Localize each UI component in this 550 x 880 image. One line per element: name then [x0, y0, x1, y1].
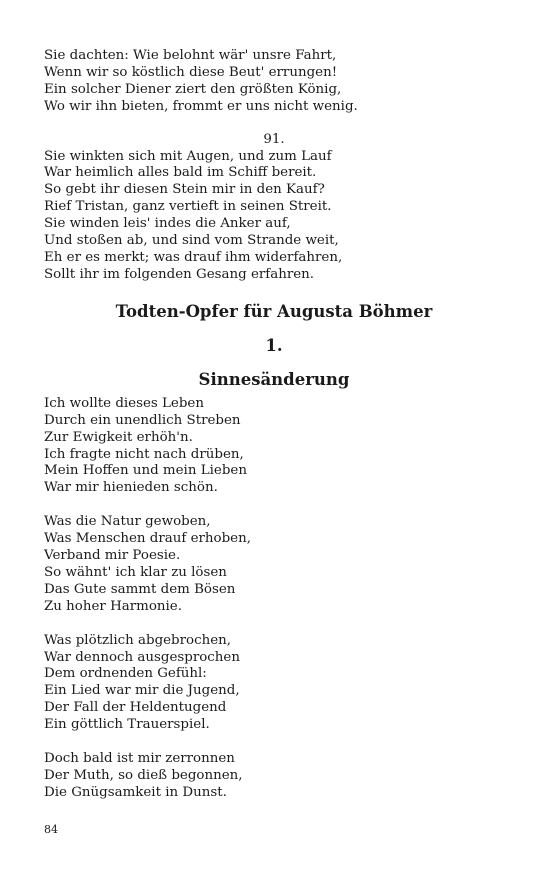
verse-line: Doch bald ist mir zerronnen — [44, 751, 235, 767]
verse-line: Sie winkten sich mit Augen, und zum Lauf — [44, 148, 332, 164]
stanza-top — [44, 48, 504, 116]
verse-line: Zur Ewigkeit erhöh'n. — [44, 429, 193, 445]
stanza-number: 91. — [263, 131, 285, 147]
verse-line: Was plötzlich abgebrochen, — [44, 632, 232, 648]
verse-line: Ein Lied war mir die Jugend, — [44, 683, 240, 699]
verse-line: So wähnt' ich klar zu lösen — [44, 564, 227, 580]
verse-line: Sie dachten: Wie belohnt wär' unsre Fahrt, — [44, 48, 337, 63]
verse-line: Und stoßen ab, und sind vom Strande weit, — [44, 233, 339, 249]
verse-line: Was die Natur gewoben, — [44, 514, 211, 530]
verse-line: Sie winden leis' indes die Anker auf, — [44, 216, 291, 232]
verse-line: Durch ein unendlich Streben — [44, 412, 241, 428]
verse-line: Ein solcher Diener ziert den größten König, — [44, 81, 342, 97]
verse-line: War heimlich alles bald im Schiff bereit. — [44, 165, 317, 181]
verse-line: Mein Hoffen und mein Lieben — [44, 463, 247, 479]
verse-line: Ein göttlich Trauerspiel. — [44, 717, 210, 733]
verse-line: Wo wir ihn bieten, frommt er uns nicht wenig. — [44, 98, 358, 114]
verse-line: Das Gute sammt dem Bösen — [44, 581, 236, 597]
verse-line: Der Muth, so dieß begonnen, — [44, 768, 243, 783]
page-number: 84 — [44, 823, 58, 836]
verse-line: Der Fall der Heldentugend — [44, 700, 227, 716]
part-number: 1. — [265, 335, 283, 355]
verse-line: Was Menschen drauf erhoben, — [44, 531, 251, 547]
verse-line: Sollt ihr im folgenden Gesang erfahren. — [44, 266, 315, 282]
verse-line: Dem ordnenden Gefühl: — [44, 666, 207, 682]
verse-line: Rief Tristan, ganz vertieft in seinen Streit. — [44, 199, 332, 215]
poem-stanza-3 — [44, 633, 504, 734]
verse-line: War dennoch ausgesprochen — [44, 649, 240, 665]
poem-stanza-2 — [44, 514, 504, 615]
verse-line: Wenn wir so köstlich diese Beut' errungen! — [44, 64, 338, 80]
verse-line: Eh er es merkt; was drauf ihm widerfahren, — [44, 249, 343, 265]
verse-line: Ich wollte dieses Leben — [44, 395, 204, 411]
poem-stanza-4 — [44, 751, 504, 802]
page-body — [44, 48, 504, 802]
verse-line: War mir hienieden schön. — [44, 480, 218, 496]
verse-line: Ich fragte nicht nach drüben, — [44, 446, 244, 462]
verse-line: Verband mir Poesie. — [44, 548, 181, 564]
verse-line: Zu hoher Harmonie. — [44, 598, 182, 614]
verse-line: So gebt ihr diesen Stein mir in den Kauf? — [44, 182, 325, 198]
part-title: Sinnesänderung — [198, 369, 350, 389]
verse-line: Die Gnügsamkeit in Dunst. — [44, 784, 227, 800]
poem-stanza-1 — [44, 396, 504, 497]
stanza-91 — [44, 149, 504, 284]
poem-title: Todten-Opfer für Augusta Böhmer — [115, 301, 433, 321]
